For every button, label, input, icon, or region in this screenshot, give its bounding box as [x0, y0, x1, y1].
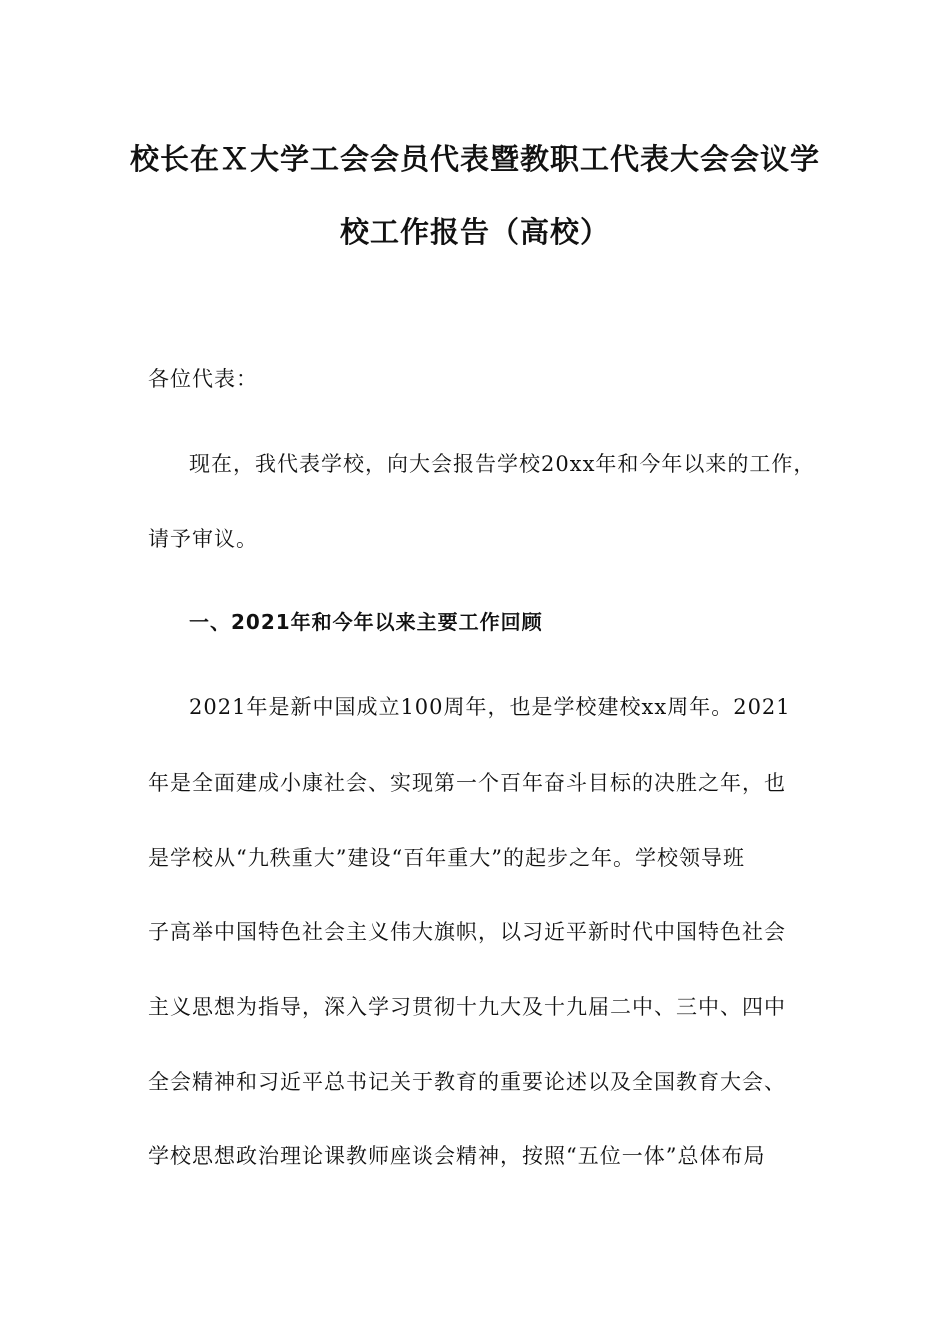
body-line: 年是全面建成小康社会、实现第一个百年奋斗目标的决胜之年，也	[148, 771, 786, 795]
intro-line-1: 现在，我代表学校，向大会报告学校20xx年和今年以来的工作，	[189, 452, 816, 476]
body-line: 学校思想政治理论课教师座谈会精神，按照“五位一体”总体布局	[148, 1144, 766, 1168]
intro-line-2: 请予审议。	[148, 527, 258, 551]
body-line: 是学校从“九秩重大”建设“百年重大”的起步之年。学校领导班	[148, 846, 745, 870]
body-line: 主义思想为指导，深入学习贯彻十九大及十九届二中、三中、四中	[148, 995, 786, 1019]
body-line: 子高举中国特色社会主义伟大旗帜，以习近平新时代中国特色社会	[148, 920, 786, 944]
salutation: 各位代表：	[148, 367, 258, 391]
body-line: 2021年是新中国成立100周年，也是学校建校xx周年。2021	[189, 695, 791, 719]
document-title-line-1: 校长在Ｘ大学工会会员代表暨教职工代表大会会议学	[129, 142, 820, 176]
body-line: 全会精神和习近平总书记关于教育的重要论述以及全国教育大会、	[148, 1070, 786, 1094]
section-heading: 一、2021年和今年以来主要工作回顾	[189, 610, 543, 634]
document-title-line-2: 校工作报告（高校）	[339, 215, 610, 249]
